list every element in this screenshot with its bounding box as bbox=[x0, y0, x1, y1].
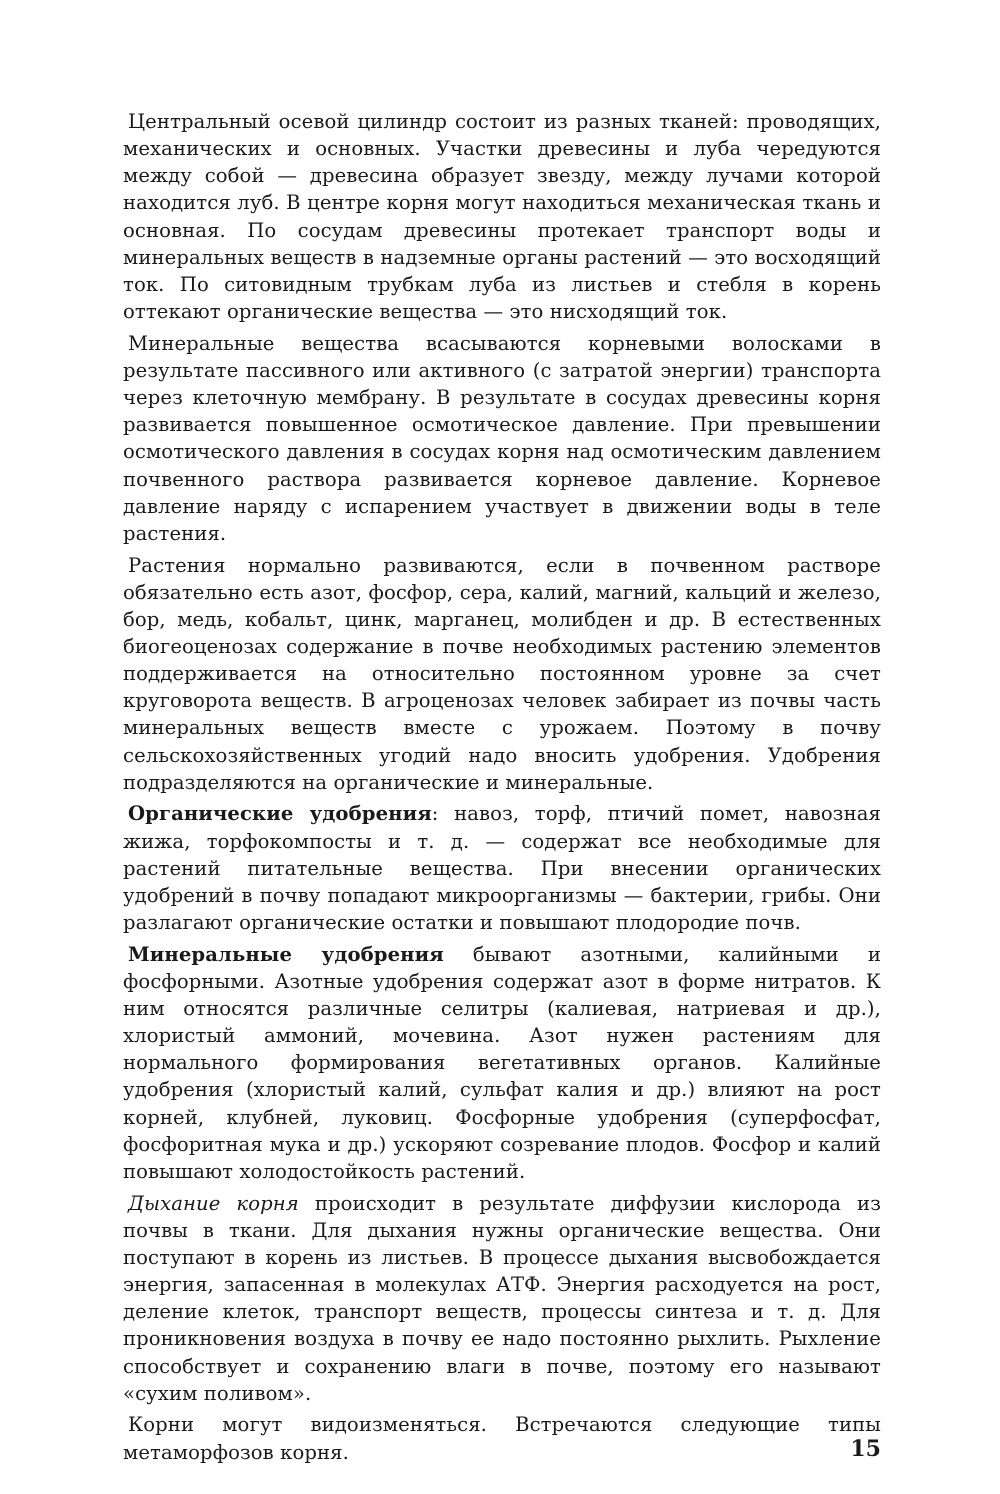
paragraph-root-respiration bbox=[123, 1190, 881, 1407]
paragraph-text: бывают азотными, калийными и фосфорными. Азотные удобрения содержат азот в форме нитратов. К ним относятся различные селитры (калиевая, натриевая и др.), хлористый аммоний, мочевина. Азот нужен растениям для нормального формирования вегетативных органов. Калийные удобрения (хлористый калий, сульфат калия и др.) влияют на рост корней, клубней, луковиц. Фосфорные удобрения (суперфосфат, фосфоритная мука и др.) ускоряют созревание плодов. Фосфор и калий повышают холодостойкость растений. bbox=[123, 942, 881, 1183]
paragraph-organic-fertilizers bbox=[123, 800, 881, 936]
paragraph-plant-nutrition bbox=[123, 552, 881, 796]
paragraph-mineral-absorption bbox=[123, 330, 881, 547]
page-number: 15 bbox=[850, 1436, 881, 1462]
paragraph-root-cylinder bbox=[123, 108, 881, 325]
paragraph-text: происходит в результате диффузии кислорода из почвы в ткани. Для дыхания нужны органические вещества. Они поступают в корень из листьев. В процессе дыхания высвобождается энергия, запасенная в молекулах АТФ. Энергия расходуется на рост, деление клеток, транспорт веществ, процессы синтеза и т. д. Для проникновения воздуха в почву ее надо постоянно рыхлить. Рыхление способствует и сохранению влаги в почве, поэтому его называют «сухим поливом». bbox=[123, 1191, 881, 1405]
paragraph-text: Минеральные вещества всасываются корневыми волосками в результате пассивного или активного (с затратой энергии) транспорта через клеточную мембрану. В результате в сосудах древесины корня развивается повышенное осмотическое давление. При превышении осмотического давления в сосудах корня над осмотическим давлением почвенного раствора развивается корневое давление. Корневое давление наряду с испарением участвует в движении воды в теле растения. bbox=[123, 331, 881, 545]
paragraph-text: : навоз, торф, птичий помет, навозная жижа, торфокомпосты и т. д. — содержат все необходимые для растений питательные вещества. При внесении органических удобрений в почву попадают микроорганизмы — бактерии, грибы. Они разлагают органические остатки и повышают плодородие почв. bbox=[123, 802, 881, 935]
paragraph-root-metamorphoses bbox=[123, 1411, 881, 1465]
body-text bbox=[123, 108, 881, 1470]
paragraph-text: Корни могут видоизменяться. Встречаются следующие типы метаморфозов корня. bbox=[123, 1413, 881, 1464]
paragraph-lead-term: Минеральные удобрения bbox=[128, 942, 444, 966]
paragraph-text: Центральный осевой цилиндр состоит из разных тканей: проводящих, механических и основных. Участки древесины и луба чередуются между собой — древесина образует звезду, между лучами которой находится луб. В центре корня могут находиться механическая ткань и основная. По сосудам древесины протекает транспорт воды и минеральных веществ в надземные органы растений — это восходящий ток. По ситовидным трубкам луба из листьев и стебля в корень оттекают органические вещества — это нисходящий ток. bbox=[123, 110, 881, 324]
paragraph-lead-term: Органические удобрения bbox=[128, 802, 432, 826]
paragraph-mineral-fertilizers bbox=[123, 941, 881, 1185]
paragraph-lead-term: Дыхание корня bbox=[128, 1191, 299, 1215]
paragraph-text: Растения нормально развиваются, если в почвенном растворе обязательно есть азот, фосфор, сера, калий, магний, кальций и железо, бор, медь, кобальт, цинк, марганец, молибден и др. В естественных биогеоценозах содержание в почве необходимых растению элементов поддерживается на относительно постоянном уровне за счет круговорота веществ. В агроценозах человек забирает из почвы часть минеральных веществ вместе с урожаем. Поэтому в почву сельскохозяйственных угодий надо вносить удобрения. Удобрения подразделяются на органические и минеральные. bbox=[123, 553, 881, 794]
